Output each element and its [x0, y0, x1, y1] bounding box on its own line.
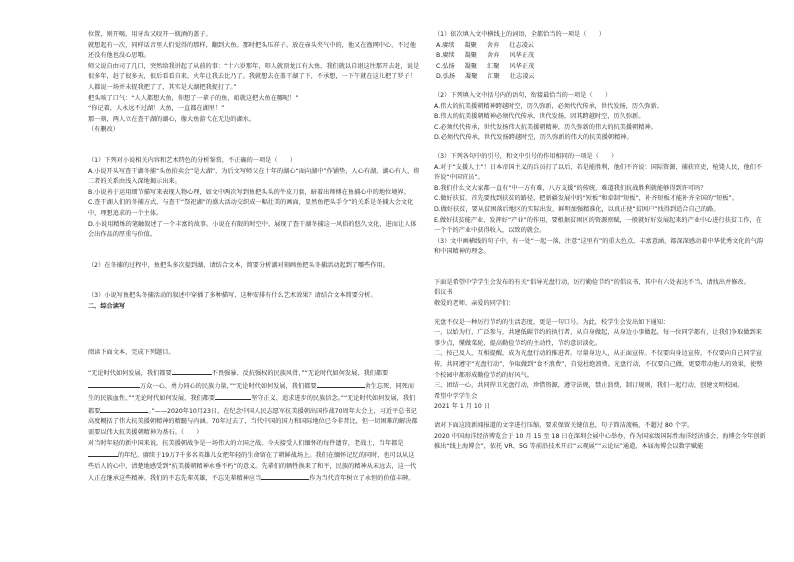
word-option-label: A.赓续: [436, 41, 455, 49]
section-2-text-part: 舍生忘死、同死而生的民族血性，”“无论时代如何发展，我们都要: [88, 382, 415, 403]
section-2-text-part: 坚守正义、追求进步的民族信念。”“无论时代如何发展，我们都要: [88, 395, 416, 415]
word-option: 舍弃: [486, 41, 500, 49]
source-note: （有删改）: [88, 126, 119, 134]
section-2-text-part: 的年纪。赓续于19万7千多名英雄儿女把年轻的生命留在了朝鲜战场上。我们在缅怀记忆的同时，也可以从这些后人的心中，清楚地感受到“抗美援朝精神永垂不朽”的意义。先辈们的牺牲换来了和平，民族的精神从未远去，这一代人正在继承这些精神。我们的不忘先辈英雄，不忘先辈精神应当: [88, 452, 417, 483]
question-1-option-d: D.小说用精炼的笔触叙述了一个丰富的故事。小说在有限的时空中，展现了查干湖冬捕这一风俗的悠久文化，进而让人体会出作品的厚重与价值。: [88, 220, 417, 239]
answer-blank[interactable]: [88, 449, 118, 457]
letter-paragraph: 光盘不仅是一种厉行节约的生活态度，更是一句口号。为此，校学生会发出如下通知：: [434, 318, 670, 326]
section-2-text-part: 不畏强暴、反抗强权的民族风骨，”“无论时代如何发展，我们都要: [211, 370, 389, 378]
section-2-text-part: 。”——2020年10月23日，在纪念中国人民志愿军抗美援朝出国作战70周年大会上，习近平总书记高度概括了伟大抗美援朝精神的精髓与内涵。70年过去了，当代中国的国力和国际地位已今非昔比，但一切困难的解决都需要以伟大抗美援朝精神为基石。（ ）: [88, 407, 418, 437]
word-option-label: C.弘扬: [436, 62, 455, 70]
right-column: [434, 30, 768, 453]
right-question-1-stem: （1）依次填入文中横线上的词语，全都恰当的一项是（ ）: [434, 31, 605, 38]
right-question-3-option-c: C.做好扶贫，首先要找到扶贫的路径，把新疆发展中的“短板”和牵制“短板”，补齐短板才能补齐全国的“短板”。: [434, 195, 738, 203]
word-option-row: [434, 51, 768, 62]
word-option-row: [434, 72, 768, 83]
word-option: 凝聚: [464, 41, 477, 49]
section-2-text: [88, 367, 420, 439]
word-option: 凝聚: [465, 73, 478, 81]
right-question-2-option-c: C.必须代代传承，世代发扬伟大抗美援朝精神，历久弥新的伟大的抗美援朝精神。: [434, 123, 657, 131]
letter-paragraph: 三、团结一心，共同捍卫光盘行动，珍惜资源，遵守法规，禁止浪费，制订规则，我们一起行动，创建文明校园。: [434, 382, 744, 390]
letter-date: 2021 年 1 月 10 日: [434, 403, 490, 411]
word-option-row: [434, 41, 768, 52]
letter-title: 倡议书: [434, 289, 453, 297]
answer-blank[interactable]: [100, 405, 148, 413]
right-question-3-option-a: A.对于“支援人士”！日本帝国主义的兵员打了以后，若是能胜利，他们不许说：国际资源，捕获官吏，枪毙人民，他们不许说“中国官员”。: [434, 163, 763, 182]
passage-paragraph: 位置，则开喝，用牙齿又咬开一瓶酒的盖子。: [88, 31, 212, 38]
word-option-label: D.弘扬: [436, 73, 456, 81]
word-option: 风华正茂: [509, 52, 535, 60]
word-option: 风华正茂: [509, 62, 535, 70]
answer-blank[interactable]: [172, 367, 212, 375]
question-1-option-a: A.小说开头写查干湖冬捕“头鱼拍卖会”是大湖”，为后文写师父在十年的湖心“面向湖中”作铺垫，人心有湖，湖心有人，将二者的关系由浅入深地揭示出来。: [88, 167, 420, 186]
answer-blank[interactable]: [261, 472, 309, 480]
section-2-text-2: [88, 439, 420, 485]
passage-paragraph: 把头咳了口气：“人人都想大鱼，你想了一辈子的鱼，咱就这把大鱼在哪呢！”: [88, 94, 299, 102]
answer-blank[interactable]: [88, 380, 140, 388]
word-option: 舍弃: [486, 52, 500, 60]
question-1-option-b: B.小说善于运用细节描写来表现人物心理，如文中两次写到鱼把头头的牛皮刀套，暗着出师傅在鱼捕心中的地位境界。: [88, 188, 410, 196]
word-option: 汇聚: [487, 62, 500, 70]
right-question-3-extra: （3）文中画横线的句子中，有一处“一起一落，注意“这里有”的重大色点，丰富意涵，都深深感动着中华优秀文化的气韵和中国精神的理念。: [434, 237, 764, 256]
right-question-3-option-e: E.做好扶贫能产业，发挥好“产业”的作用，要根据贫困区的资源禀赋，一般就好好发展起来的产业中心进行扶贫工作，在一个个的产业中获得收入，以致的就会。: [434, 216, 762, 235]
news-text: 2020 中国海洋经济博览会于 10 月 15 至 18 日在深圳会展中心举办，作为国家级国际性海洋经济盛会，海博会今年创新推出“线上海博会”，依托 VR、5G 等前沿技术开启“云观展”“云论坛”通道，本届海博会以数字赋能: [434, 432, 766, 451]
section-2-text-part: 作为当代青年树立了永恒的价值丰碑。: [309, 475, 415, 483]
section-2-text-part: 对当时年轻的新中国来说，抗美援朝战争是一场伟大的立国之战。今天接受人们缅怀的每件遗存，老战士，当年都是: [88, 439, 404, 447]
right-question-2-option-a: A.伟大的抗美援朝精神跨越时空，历久弥新，必须代代传承，世代发扬，历久弥新。: [434, 102, 663, 110]
word-option: 壮志凌云: [509, 73, 535, 81]
section-2-title: 二、综合读写: [88, 302, 126, 310]
letter-paragraph: 二、按己及人，互相提醒，成为光盘行动的推进者。尽量身边人，从正面宣传。不仅要向身边宣传，不仅要向自己同学宣传，共同遵守“光盘行动”，争取做到“食不浪费”，自觉杜绝浪费。光盘行动，不仅要自己做，更要带动他人的效果，使整个校园中都形成勤俭节约的好风气。: [434, 350, 763, 379]
right-question-2-option-d: D.必须代代传承，世代发扬跨越时空，历久弥新的伟大的抗美援朝精神。: [434, 134, 633, 142]
word-option: 汇聚: [487, 73, 500, 81]
letter-greeting: 敬爱的老师、亲爱的同学们：: [434, 300, 515, 308]
word-option: 凝聚: [464, 62, 478, 70]
right-question-2-stem: （2）下列填入文中括号内的语句，衔接最恰当的一项是（ ）: [434, 91, 612, 99]
question-1-stem: （1）下列对小说相关内容和艺术特色的分析鉴赏，不正确的一项是（ ）: [88, 156, 297, 164]
passage-paragraph: 那一刻，两人立在查干湖的湖心，像大鱼游弋在无边的湖水。: [88, 115, 256, 123]
letter-signature: 希望中学学生会: [434, 392, 478, 400]
question-1-option-c: C.查干湖人们的冬捕方式，与查干“祭祀湖”的盛大活动交织成一幅壮美的画面，显然鱼把头手令”的关系是冬捕大会文化中，理想追求的一个主体。: [88, 199, 414, 217]
section-2-intro: 阅读下面文本，完成下列题目。: [88, 349, 175, 357]
passage-paragraph: 就想起有一次，同样话音里人们觉得的那样，翻到大鱼。那时把头压祥子。放在壶头夹气中的，他又在渔网中心，不过他还没有他也没心思哦。: [88, 41, 416, 60]
right-question-2-option-b: B.伟大的抗美援朝精神必须代代传承，世代发扬，因其跨越时空，历久弥新。: [434, 113, 645, 121]
word-option: 壮志凌云: [509, 41, 534, 49]
passage-paragraph: 师父说自由司了几口，突然给我讲起了从前的事：“十六岁那年，叩人就顶龙江有大鱼，我们就以自诩这往那开去赶，说是很多年，赶了很多天，很后看看自来，火年让我去比乃了。我就想去在盖干湖了下，不承想，一下午就在这儿把了罗子！人都说一场并未捉我把了了，其实是大湖把我捉打了。”: [88, 62, 420, 91]
answer-blank[interactable]: [317, 380, 365, 388]
word-option-row: [434, 62, 768, 73]
letter-paragraph: 一、以始为行，广泛参与，共建低碳节约的执行者，从自身做起，从身边小事做起，每一位同学都有，让我们争取做到来事少点，懂做菜轮，提高勤俭节约的主动性，节约意识淡化。: [434, 329, 762, 347]
right-question-3-option-d: D.做好扶贫，要从贫困落后地区的实际出发，鲜明加强精准化，以真正使“贫困户”找得到适合自己的路。: [434, 205, 720, 213]
section-2-text-part: “无论时代如何发展，我们都要: [88, 370, 172, 378]
letter-task-intro: 下面是希望中学学生会发布的有关“倡导光盘行动，厉行勤俭节约”的倡议书，其中有六处表达不当，请找出并修改。: [434, 278, 750, 286]
right-question-3-stem: （3）下列各句中的引号，和文中引号的作用相同的一项是（ ）: [434, 152, 618, 160]
question-2-stem: （2）在冬捕的过程中，鱼把头多次提到湖，请结合文本，简要分析湖对刻画鱼把头冬捕活动起到了哪些作用。: [88, 261, 389, 269]
answer-blank[interactable]: [215, 392, 251, 400]
section-2-text-part: 万众一心、勇力同心的民族力量，”“无论时代如何发展，我们都要: [140, 382, 317, 390]
word-option: 凝聚: [464, 52, 477, 60]
right-question-3-option-b: B.我们什么文大家都一直有“中一方有难，八方支援”的传统，难道我们抗战胜利就能够得到许可吗？: [434, 184, 707, 192]
question-3-stem: （3）小说写鱼把头冬捕活动的叙述中穿插了多种描写，这种安排有什么艺术效果？请结合文本简要分析。: [88, 292, 377, 300]
compression-task: 请对下面这段新闻报道的文字进行压缩，要求保留关键信息，句子简洁流畅，不超过 80 个字。: [434, 422, 694, 429]
left-column: [88, 30, 420, 485]
passage-paragraph: “你记着，人永远不过湖！大鱼，一直都在湖里！”: [88, 105, 225, 113]
word-option-label: B.赓续: [436, 52, 455, 60]
